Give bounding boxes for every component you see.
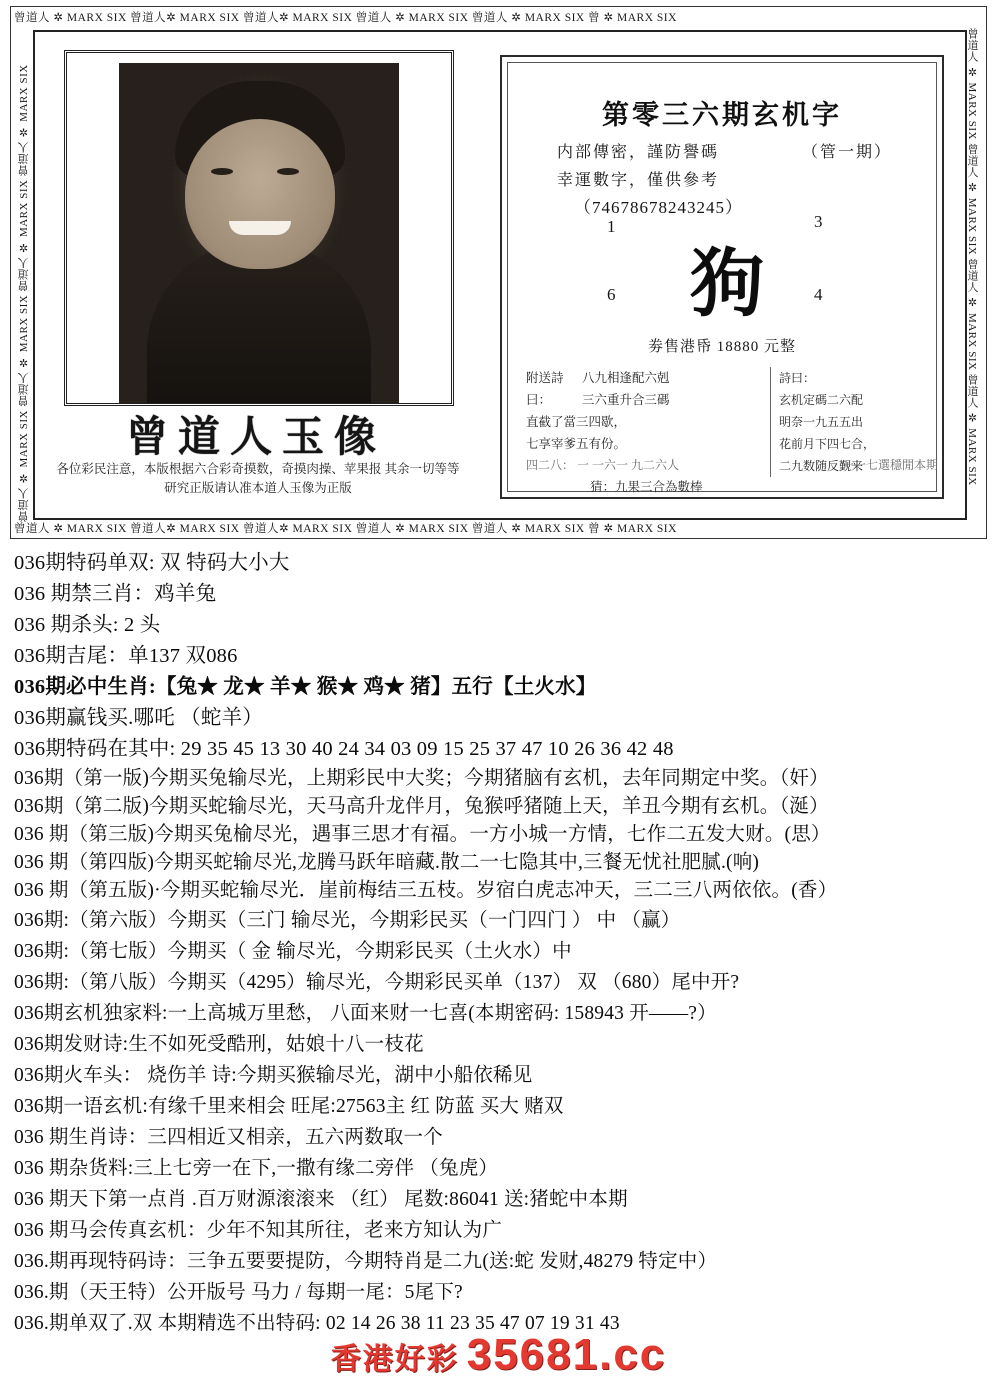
text-line: 036期一语玄机:有缘千里来相会 旺尾:27563主 红 防蓝 买大 赌双	[14, 1096, 564, 1117]
text-line: 036期吉尾：单137 双086	[14, 645, 238, 667]
text-line: 036期:（第七版）今期买（ 金 输尽光，今期彩民买（土火水）中	[14, 941, 572, 962]
text-line: 036 期（第三版)今期买兔榆尽光，遇事三思才有福。一方小城一方情，七作二五发大财。(思）	[14, 824, 831, 845]
text-line: 036 期天下第一点肖 .百万财源滚滚来 （红） 尾数:86041 送:猪蛇中本期	[14, 1189, 628, 1210]
poem-right-line-4: 二九数随反觐来	[779, 459, 864, 473]
portrait-mouth	[229, 221, 291, 235]
text-line: 036期特码单双: 双 特码大小大	[14, 552, 290, 574]
notice-corner-bottom-left: 6	[607, 285, 616, 304]
text-line: 036期特码在其中: 29 35 45 13 30 40 24 34 03 09 15 25 37 47 10 26 36 42 48	[14, 738, 674, 760]
poem-right-line-1: 玄机定碼二六配	[779, 393, 864, 407]
text-line: 036.期单双了.双 本期精选不出特码: 02 14 26 38 11 23 35 47 07 19 31 43	[14, 1313, 620, 1334]
text-line: 036 期杂货料:三上七旁一在下,一撒有缘二旁伴 （兔虎）	[14, 1158, 499, 1179]
text-line: 036 期（第四版)今期买蛇输尽光,龙腾马跃年暗藏.散二一七隐其中,三餐无忧社肥腻.(响)	[14, 852, 760, 873]
notice-poem-right-label: 詩曰：	[779, 371, 816, 385]
notice-line-1b: （管一期）	[802, 144, 893, 161]
portrait-title: 曾道人玉像	[125, 415, 386, 461]
text-line: 036期（第二版)今期买蛇输尽光，天马高升龙伴月，兔猴呼猪随上天，羊丑今期有玄机。（涎）	[14, 796, 829, 817]
notice-prize-line: 劵售港帋 18880 元整	[647, 339, 796, 355]
poem-left-line-4: 七享宰爹五有份。	[526, 437, 627, 451]
prediction-text-body	[0, 548, 997, 1339]
marquee-top: 曾道人 ✲ MARX SIX 曾道人✲ MARX SIX 曾道人✲ MARX SIX 曾道人 ✲ MARX SIX 曾道人 ✲ MARX SIX 曾 ✲ MARX SIX	[14, 12, 677, 24]
text-line: 036期发财诗:生不如死受酷刑，姑娘十八一枝花	[14, 1034, 424, 1055]
text-line: 036 期马会传真玄机：少年不知其所往，老来方知认为广	[14, 1220, 503, 1241]
portrait-panel	[46, 42, 466, 504]
poem-left-line-3: 直截了當三四歇，	[526, 415, 627, 429]
text-line: 036期赢钱买.哪吒 （蛇羊）	[14, 707, 263, 729]
text-line: 036期（第一版)今期买兔输尽光，上期彩民中大奖；今期猪脑有玄机，去年同期定中奖。（奸）	[14, 768, 829, 789]
poem-left-line-2: 三六重升合三碼	[582, 393, 670, 407]
notice-panel	[500, 55, 944, 499]
notice-faint-right: 一一七選穩閒本期	[841, 458, 938, 472]
notice-poem-left-label: 附送詩曰：	[526, 371, 564, 407]
notice-guess-line: 猜：九果三合為數棒	[590, 480, 703, 494]
poem-left-line-1: 八九相逢配六剋	[582, 371, 670, 385]
scanned-header-image	[0, 0, 997, 545]
notice-title: 第零三六期玄机字	[602, 100, 842, 130]
portrait-frame	[64, 50, 454, 406]
notice-line-1: 内部傳密，謹防譽碼	[557, 144, 720, 161]
notice-faint-left: 四二八： 一 一六一 九二六人	[526, 458, 680, 472]
notice-lucky-numbers: （74678678243245）	[574, 198, 743, 217]
notice-faint-text	[526, 455, 938, 475]
text-line: 036 期杀头: 2 头	[14, 614, 161, 636]
portrait-eye-left	[211, 168, 233, 175]
zodiac-character-box	[652, 225, 802, 325]
text-line: 036期:（第八版）今期买（4295）输尽光，今期彩民买单（137） 双 （680）尾中开?	[14, 972, 740, 993]
poem-right-line-3: 花前月下四七合，	[779, 437, 876, 451]
watermark-url: 35681.cc	[466, 1330, 667, 1379]
watermark-prefix: 香港好彩	[330, 1343, 459, 1376]
portrait-photo	[119, 63, 399, 403]
text-line: 036 期禁三肖：鸡羊兔	[14, 583, 217, 605]
notice-poem-left	[526, 367, 756, 455]
text-line: 036 期（第五版)·今期买蛇输尽光．崖前梅结三五枝。岁宿白虎志冲天，三二三八两依依。(香）	[14, 880, 838, 901]
notice-corner-top-left: 1	[607, 217, 616, 236]
text-line: 036.期（天王特）公开版号 马力 / 每期一尾：5尾下?	[14, 1282, 463, 1303]
portrait-eye-right	[277, 168, 299, 175]
zodiac-character: 狗	[690, 244, 764, 326]
notice-line-2: 幸運數字，僅供參考	[557, 172, 720, 189]
poem-right-line-2: 明奈一九五五出	[779, 415, 864, 429]
text-line: 036期玄机独家料:一上高城万里愁， 八面来财一七喜(本期密码: 158943 开——?）	[14, 1003, 717, 1024]
marquee-left: 曾道人 ✲ MARX SIX 曾道人 ✲ MARX SIX 曾道人 ✲ MARX SIX 曾道人 ✲ MARX SIX	[18, 64, 30, 522]
marquee-right: 曾道人 ✲ MARX SIX 曾道人 ✲ MARX SIX 曾道人 ✲ MARX SIX 曾道人 ✲ MARX SIX	[966, 28, 978, 486]
portrait-note: 各位彩民注意，本版根据六合彩奇摸数，奇摸肉操、苹果报 其余一切等等研究正版请认准本道人玉像为正版	[56, 462, 460, 495]
text-line: 036.期再现特码诗：三争五要要提防，今期特肖是二九(送:蛇 发财,48279 特定中）	[14, 1251, 718, 1272]
portrait-face	[185, 119, 335, 269]
marquee-bottom: 曾道人 ✲ MARX SIX 曾道人✲ MARX SIX 曾道人✲ MARX SIX 曾道人 ✲ MARX SIX 曾道人 ✲ MARX SIX 曾 ✲ MARX SIX	[14, 523, 677, 535]
text-line: 036期火车头： 烧伤羊 诗:今期买猴输尽光，湖中小船依稀见	[14, 1065, 533, 1086]
text-line: 036期必中生肖:【兔★ 龙★ 羊★ 猴★ 鸡★ 猪】五行【土火水】	[14, 676, 597, 698]
notice-corner-bottom-right: 4	[814, 285, 823, 304]
text-line: 036 期生肖诗：三四相近又相亲，五六两数取一个	[14, 1127, 443, 1148]
text-line: 036期:（第六版）今期买（三门 输尽光，今期彩民买（一门四门 ） 中 （赢）	[14, 910, 681, 931]
notice-corner-top-right: 3	[814, 212, 823, 231]
